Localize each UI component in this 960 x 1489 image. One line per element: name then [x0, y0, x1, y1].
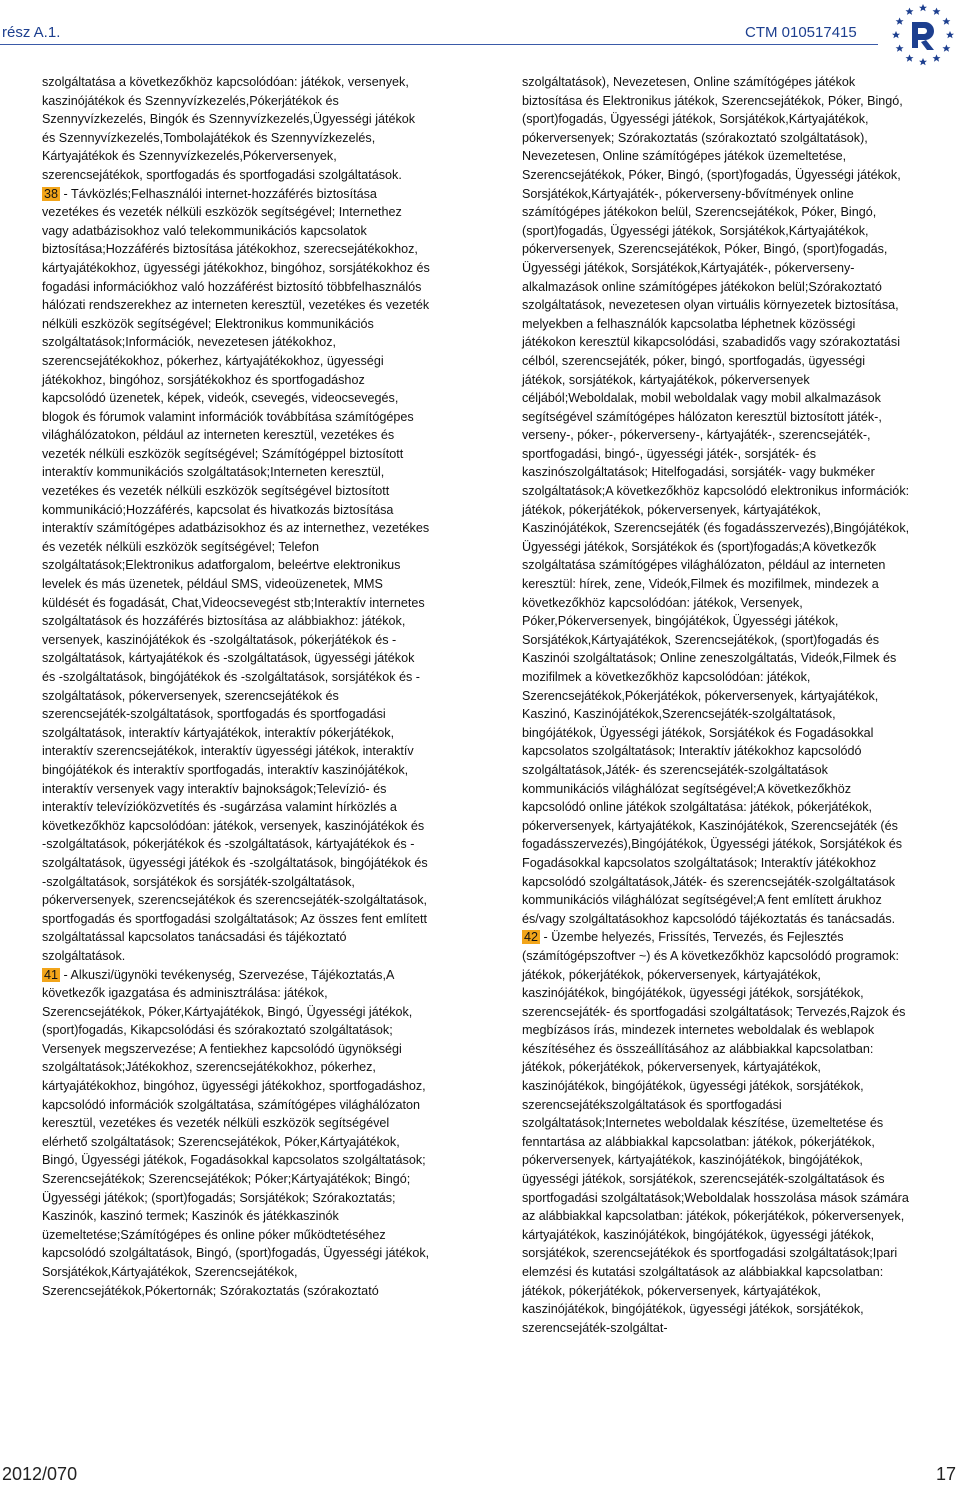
header-divider — [0, 44, 878, 45]
page-number: 17 — [936, 1464, 957, 1484]
bulletin-issue: 2012/070 — [2, 1464, 78, 1484]
class-38-entry — [42, 185, 430, 966]
ctm-number: CTM 010517415 — [745, 24, 857, 41]
euipo-stars-logo-icon — [890, 2, 956, 68]
class-41-number: 41 — [44, 967, 59, 982]
goods-services-intro: szolgáltatása a következőkhöz kapcsolódóan: játékok, versenyek, kaszinójátékok és Szennyvízkezelés,Pókerjátékok és Szennyvízkezelés, Bingók és Szennyvízkezelés,Ügyességi játékok és Szennyvízkezelés,Tombolajátékok és Szennyvízkezelés, Kártyajátékok és Szennyvízkezelés,Pókerversenyek, szerencsejátékok, sportfogadás és sportfogadási szolgáltatások. — [42, 75, 416, 182]
class-41-continuation: szolgáltatások), Nevezetesen, Online számítógépes játékok biztosítása és Elektronikus játékok, Szerencsejátékok, Póker, Bingó, (sport)fogadás, Ügyességi játékok, Sorsjátékok,Kártyajátékok, pókerversenyek; Szórakoztatás (szórakoztató szolgáltatások), Nevezetesen, Online számítógépes játékok üzemeltetése, Szerencsejátékok, Póker, Bingó, (sport)fogadás, Ügyességi játékok, Sorsjátékok,Kártyajáték-, pókerverseny-bővítmények online számítógépes játékokon belül, Szerencsejátékok, Póker, Bingó, (sport)fogadás, Ügyességi játékok, Sorsjátékok,Kártyajátékok, pókerversenyek, Szerencsejátékok, Póker, Bingó, (sport)fogadás, Ügyességi játékok, Sorsjátékok,Kártyajáték-, pókerverseny-alkalmazások online számítógépes játékokon belül;Szórakoztató szolgáltatások, nevezetesen olyan virtuális környezetek biztosítása, melyekben a felhasználók kapcsolatba léphetnek közösségi játékokon keresztül kikapcsolódási, szabadidős vagy szórakoztatási célból, szerencsejáték, póker, bingó, sportfogadás, ügyességi játékok, sorsjátékok, kártyajátékok, pókerversenyek céljából;Weboldalak, mobil weboldalak vagy mobil alkalmazások segítségével számítógépes hálózaton keresztül biztosított játék-, verseny-, póker-, pókerverseny-, kártyajáték-, szerencsejáték-, sportfogadási, bingó-, ügyességi játék-, sorsjáték- és kaszinószolgáltatások; Hitelfogadási, sorsjáték- vagy bukméker szolgáltatások;A következőkhöz kapcsolódó elektronikus információk: játékok, pókerjátékok, pókerversenyek, kártyajátékok, Kaszinójátékok, Szerencsejáték (és fogadásszervezés),Bingójátékok, Ügyességi játékok, Sorsjátékok és (sport)fogadás;A következők szolgáltatása számítógépes világhálózaton, például az interneten keresztül: hírek, zene, Videók,Filmek és mozifilmek, mindezek a következőkhöz kapcsolódóan: játékok, Versenyek, Póker,Pókerversenyek, bingójátékok, Ügyességi játékok, Sorsjátékok,Kártyajátékok, Szerencsejátékok, (sport)fogadás és Kaszinói szolgáltatások; Online zeneszolgáltatás, Videók,Filmek és mozifilmek a következőkhöz kapcsolódóan: játékok, Szerencsejátékok,Pókerjátékok, pókerversenyek, kártyajátékok, Kaszinó, Kaszinójátékok,Szerencsejáték-szolgáltatások, bingójátékok, Ügyességi játékok, Sorsjátékok és Fogadásokkal kapcsolatos szolgáltatások; Interaktív játékokhoz kapcsolódó szolgáltatások,Játék- és szerencsejáték-szolgáltatások kommunikációs világhálózat segítségével;A következőkhöz kapcsolódó online játékok szolgáltatása: játékok, pókerjátékok, pókerversenyek, kártyajátékok, Kaszinójátékok, Szerencsejáték (és fogadásszervezés),Bingójátékok, Ügyességi játékok, Sorsjátékok és Fogadásokkal kapcsolatos szolgáltatások; Interaktív játékokhoz kapcsolódó szolgáltatások,Játék- és szerencsejáték-szolgáltatások kommunikációs világhálózat segítségével;A fent említett árukhoz és/vagy szolgáltatásokhoz kapcsolódó tájékoztatás és tanácsadás. — [522, 75, 910, 926]
right-column — [522, 73, 910, 1337]
class-41-entry — [42, 966, 430, 1301]
class-38-text: - Távközlés;Felhasználói internet-hozzáférés biztosítása vezetékes és vezeték nélküli eszközök segítségével; Internethez vagy adatbázisokhoz való telekommunikációs kapcsolatok biztosítása;Hozzáférés biztosítása játékokhoz, szerecsejátékokhoz, kártyajátékokhoz, ügyességi játékokhoz, bingóhoz, sorsjátékokhoz és fogadási információkhoz való hozzáférést biztosító többfelhasználós hálózati rendszerekhez az interneten keresztül, vezetékes és vezeték nélküli eszközök segítségével; Elektronikus kommunikációs szolgáltatások;Információk, nevezetesen játékokhoz, szerencsejátékokhoz, pókerhez, kártyajátékokhoz, ügyességi játékokhoz, bingóhoz, sorsjátékokhoz és sportfogadáshoz kapcsolódó üzenetek, képek, videók, csevegés, videocsevegés, blogok és fórumok valamint információk továbbítása számítógépes világhálózatokon, például az interneten keresztül, vezetékes és vezeték nélküli eszközök segítségével; Számítógéppel biztosított interaktív kommunikációs szolgáltatások;Interneten keresztül, vezetékes és vezeték nélküli eszközök segítségével biztosított kommunikáció;Hozzáférés, kapcsolat és hivatkozás biztosítása interaktív számítógépes adatbázisokhoz és az internethez, vezetékes és vezeték nélküli eszközök segítségével; Telefon szolgáltatások;Elektronikus adatforgalom, beleértve elektronikus levelek és más üzenetek, például SMS, videoüzenetek, MMS küldését és fogadását, Chat,Videocsevegést stb;Interaktív internetes szolgáltatások és hozzáférés biztosítása az alábbiakhoz: játékok, versenyek, kaszinójátékok és -szolgáltatások, pókerjátékok és -szolgáltatások, kártyajátékok és -szolgáltatások, ügyességi játékok és -szolgáltatások, bingójátékok és -szolgáltatások, sorsjátékok és -szolgáltatások, pókerversenyek, szerencsejátékok és szerencsejáték-szolgáltatások, sportfogadás és sportfogadási szolgáltatások, interaktív kártyajátékok, interaktív pókerjátékok, interaktív szerencsejátékok, interaktív ügyességi játékok, interaktív bingójátékok és interaktív sportfogadás, interaktív kaszinójátékok, interaktív versenyek vagy interaktív bajnokságok;Televízió- és interaktív televízióközvetítés és -sugárzása valamint hírközlés a következőkhöz kapcsolódóan: játékok, versenyek, kaszinójátékok és -szolgáltatások, pókerjátékok és -szolgáltatások, kártyajátékok és -szolgáltatások, ügyességi játékok és -szolgáltatások, bingójátékok és -szolgáltatások, sorsjátékok és sorsjáték-szolgáltatások, pókerversenyek, szerencsejátékok és szerencsejáték-szolgáltatások, sportfogadás és sportfogadási szolgáltatások; Az összes fent említett szolgáltatással kapcsolatos tanácsadási és tájékoztató szolgáltatások. — [42, 186, 430, 963]
left-column — [42, 73, 430, 1300]
class-42-text: - Üzembe helyezés, Frissítés, Tervezés, és Fejlesztés (számítógépszoftver ~) és A következőkhöz kapcsolódó programok: játékok, pókerjátékok, pókerversenyek, kártyajátékok, kaszinójátékok, bingójátékok, ügyességi játékok, sorsjátékok, szerencsejáték- és sportfogadási szolgáltatások; Tervezés,Rajzok és megbízásos írás, mindezek internetes weboldalak és weblapok készítéséhez és összeállításához az alábbiakkal kapcsolatban: játékok, pókerjátékok, pókerversenyek, kártyajátékok, kaszinójátékok, bingójátékok, ügyességi játékok, sorsjátékok, szerencsejátékszolgáltatások és sportfogadási szolgáltatások;Internetes weboldalak készítése, üzemeltetése és fenntartása az alábbiakkal kapcsolatban: játékok, pókerjátékok, pókerversenyek, kártyajátékok, kaszinójátékok, bingójátékok, ügyességi játékok, sorsjátékok, szerencsejáték-szolgáltatások és sportfogadási szolgáltatások;Weboldalak hosszolása mások számára az alábbiakkal kapcsolatban: játékok, pókerjátékok, pókerversenyek, kártyajátékok, kaszinójátékok, bingójátékok, ügyességi játékok, sorsjátékok, szerencsejátékok és sportfogadási szolgáltatások;Ipari elemzési és kutatási szolgáltatások az alábbiakkal kapcsolatban: játékok, pókerjátékok, pókerversenyek, kártyajátékok, kaszinójátékok, bingójátékok, ügyességi játékok, sorsjátékok, szerencsejáték-szolgáltat- — [522, 930, 909, 1335]
class-41-text: - Alkuszi/ügynöki tevékenység, Szervezése, Tájékoztatás,A következők igazgatása és adminisztrálása: játékok, Szerencsejátékok, Póker,Kártyajátékok, Bingó, Ügyességi játékok, (sport)fogadás, Kikapcsolódási és szórakoztató szolgáltatások; Versenyek megszervezése; A fentiekhez kapcsolódó ügynökségi szolgáltatások;Játékokhoz, szerencsejátékokhoz, pókerhez, kártyajátékokhoz, bingóhoz, ügyességi játékokhoz, sportfogadáshoz, kapcsolódó információk szolgáltatása, számítógépes világhálózaton keresztül, vezetékes és vezeték nélküli eszközök segítségével elérhető szolgáltatások; Szerencsejátékok, Póker,Kártyajátékok, Bingó, Ügyességi játékok, Fogadásokkal kapcsolatos szolgáltatások; Szerencsejátékok; Szerencsejátékok; Póker;Kártyajátékok; Bingó; Ügyességi játékok; (sport)fogadás; Sorsjátékok; Szórakoztatás; Kaszinók, kaszinó termek; Kaszinók és játékkaszinók üzemeltetése;Számítógépes és online póker működtetéséhez kapcsolódó szolgáltatások, Bingó, (sport)fogadás, Ügyességi játékok, Sorsjátékok,Kártyajátékok, Szerencsejátékok, Szerencsejátékok,Pókertornák; Szórakoztatás (szórakoztató — [42, 967, 430, 1298]
part-label: rész A.1. — [2, 24, 61, 41]
class-42-entry — [522, 928, 910, 1337]
class-38-number: 38 — [44, 186, 59, 201]
class-42-number: 42 — [524, 930, 539, 945]
